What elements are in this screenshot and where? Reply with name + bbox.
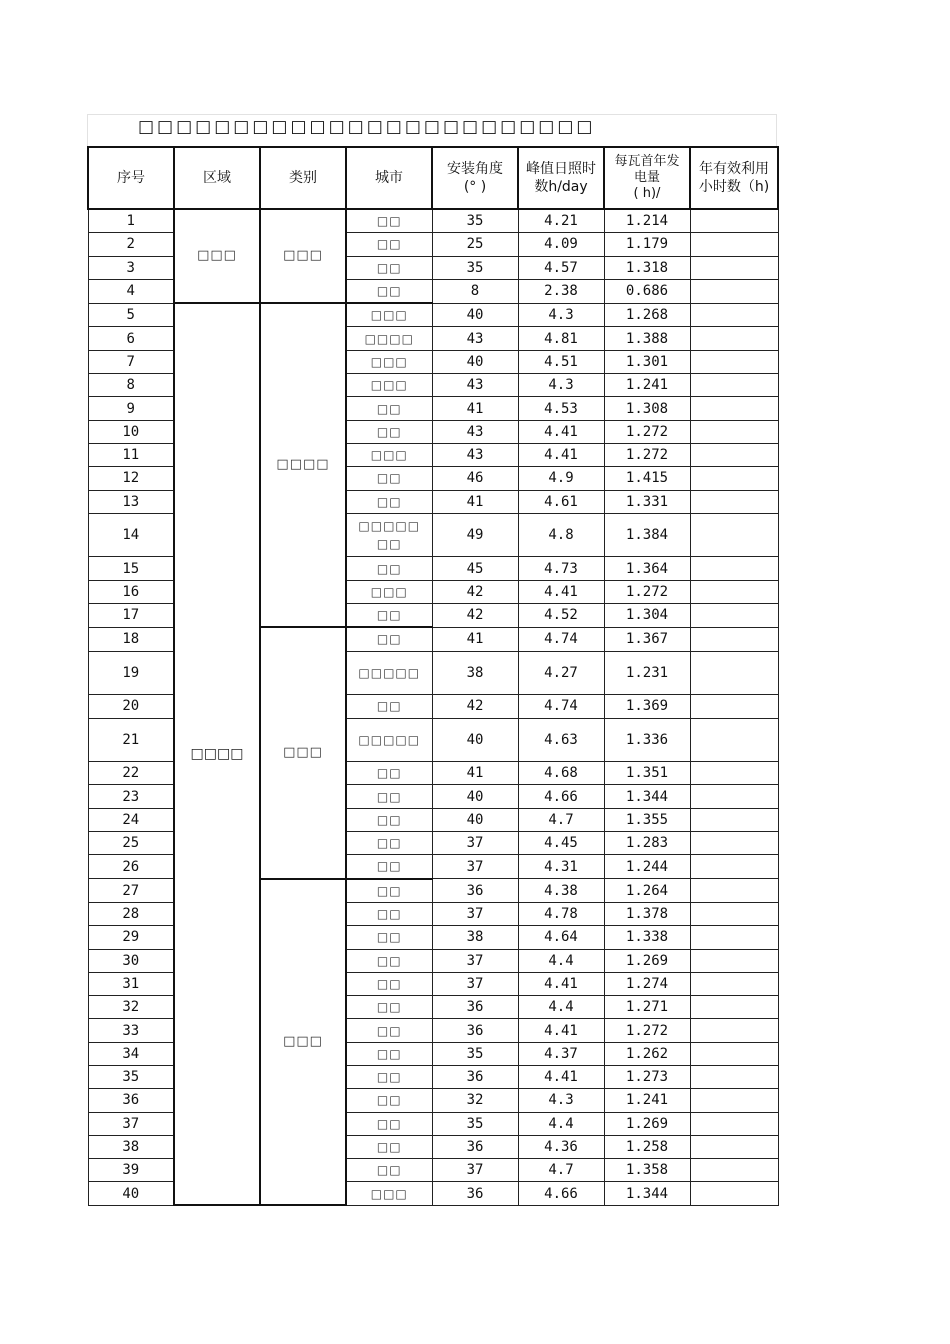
seq-cell: 4 [88,279,174,303]
generation-cell: 1.378 [604,902,690,925]
generation-cell: 1.241 [604,374,690,397]
annual-hours-cell [690,879,778,903]
city-cell: □□ [346,467,432,490]
peak-cell: 4.41 [518,580,604,603]
peak-cell: 4.66 [518,1182,604,1205]
annual-hours-cell [690,513,778,557]
generation-cell: 1.304 [604,604,690,628]
city-cell: □□□ [346,1182,432,1205]
generation-cell: 1.364 [604,557,690,580]
annual-hours-cell [690,374,778,397]
table-body [88,209,778,1205]
generation-cell: 1.369 [604,695,690,718]
angle-cell: 40 [432,350,518,373]
peak-cell: 4.66 [518,785,604,808]
seq-cell: 12 [88,467,174,490]
city-cell: □□□ [346,374,432,397]
annual-hours-cell [690,855,778,879]
generation-cell: 1.351 [604,762,690,785]
peak-cell: 4.09 [518,233,604,256]
city-cell: □□□ [346,443,432,466]
city-cell: □□ [346,1019,432,1042]
header-area: 区域 [174,147,260,209]
annual-hours-cell [690,949,778,972]
generation-cell: 1.231 [604,651,690,695]
seq-cell: 39 [88,1159,174,1182]
annual-hours-cell [690,1182,778,1205]
angle-cell: 36 [432,1065,518,1088]
angle-cell: 49 [432,513,518,557]
angle-cell: 46 [432,467,518,490]
city-cell: □□ [346,233,432,256]
annual-hours-cell [690,467,778,490]
annual-hours-cell [690,1159,778,1182]
city-cell: □□ [346,1135,432,1158]
city-cell: □□ [346,256,432,279]
city-cell: □□ [346,879,432,903]
peak-cell: 4.36 [518,1135,604,1158]
peak-cell: 4.27 [518,651,604,695]
city-cell: □□ [346,855,432,879]
angle-cell: 37 [432,949,518,972]
city-cell: □□ [346,832,432,855]
angle-cell: 40 [432,303,518,327]
header-city: 城市 [346,147,432,209]
city-cell: □□ [346,209,432,233]
angle-cell: 36 [432,996,518,1019]
peak-cell: 4.3 [518,303,604,327]
annual-hours-cell [690,303,778,327]
peak-cell: 4.57 [518,256,604,279]
peak-cell: 4.3 [518,1089,604,1112]
seq-cell: 21 [88,718,174,762]
annual-hours-cell [690,902,778,925]
seq-cell: 15 [88,557,174,580]
city-cell: □□□□□ □□ [346,513,432,557]
angle-cell: 43 [432,374,518,397]
annual-hours-cell [690,1135,778,1158]
peak-cell: 4.9 [518,467,604,490]
seq-cell: 30 [88,949,174,972]
seq-cell: 7 [88,350,174,373]
city-cell: □□ [346,490,432,513]
generation-cell: 1.264 [604,879,690,903]
seq-cell: 26 [88,855,174,879]
table-row [88,303,778,327]
angle-cell: 43 [432,443,518,466]
city-cell: □□□□□ [346,651,432,695]
generation-cell: 0.686 [604,279,690,303]
peak-cell: 4.38 [518,879,604,903]
header-angle: 安装角度 (° ) [432,147,518,209]
seq-cell: 17 [88,604,174,628]
city-cell: □□ [346,1042,432,1065]
seq-cell: 22 [88,762,174,785]
city-cell: □□□ [346,303,432,327]
peak-cell: 4.8 [518,513,604,557]
peak-cell: 4.45 [518,832,604,855]
generation-cell: 1.269 [604,949,690,972]
generation-cell: 1.262 [604,1042,690,1065]
angle-cell: 45 [432,557,518,580]
category-cell: □□□ [260,209,346,303]
annual-hours-cell [690,695,778,718]
city-cell: □□ [346,695,432,718]
city-cell: □□ [346,902,432,925]
angle-cell: 36 [432,1135,518,1158]
generation-cell: 1.301 [604,350,690,373]
generation-cell: 1.272 [604,1019,690,1042]
seq-cell: 34 [88,1042,174,1065]
generation-cell: 1.344 [604,785,690,808]
seq-cell: 29 [88,926,174,949]
generation-cell: 1.308 [604,397,690,420]
city-cell: □□ [346,785,432,808]
seq-cell: 37 [88,1112,174,1135]
angle-cell: 37 [432,902,518,925]
seq-cell: 18 [88,627,174,651]
seq-cell: 9 [88,397,174,420]
seq-cell: 10 [88,420,174,443]
angle-cell: 43 [432,420,518,443]
annual-hours-cell [690,832,778,855]
seq-cell: 6 [88,327,174,350]
city-cell: □□ [346,420,432,443]
annual-hours-cell [690,443,778,466]
generation-cell: 1.269 [604,1112,690,1135]
seq-cell: 1 [88,209,174,233]
header-annual-hours: 年有效利用 小时数（h) [690,147,778,209]
annual-hours-cell [690,350,778,373]
annual-hours-cell [690,651,778,695]
angle-cell: 38 [432,926,518,949]
peak-cell: 4.61 [518,490,604,513]
generation-cell: 1.338 [604,926,690,949]
angle-cell: 40 [432,808,518,831]
angle-cell: 37 [432,972,518,995]
generation-cell: 1.241 [604,1089,690,1112]
city-cell: □□□ [346,350,432,373]
annual-hours-cell [690,627,778,651]
annual-hours-cell [690,397,778,420]
peak-cell: 4.4 [518,1112,604,1135]
annual-hours-cell [690,490,778,513]
angle-cell: 41 [432,762,518,785]
generation-cell: 1.358 [604,1159,690,1182]
city-cell: □□ [346,279,432,303]
generation-cell: 1.244 [604,855,690,879]
generation-cell: 1.214 [604,209,690,233]
generation-cell: 1.272 [604,580,690,603]
angle-cell: 40 [432,718,518,762]
header-first-year-generation: 每瓦首年发 电量 ( h)/ [604,147,690,209]
category-cell: □□□ [260,879,346,1206]
angle-cell: 41 [432,397,518,420]
table-header [88,147,778,209]
annual-hours-cell [690,327,778,350]
generation-cell: 1.271 [604,996,690,1019]
generation-cell: 1.273 [604,1065,690,1088]
generation-cell: 1.283 [604,832,690,855]
angle-cell: 42 [432,580,518,603]
seq-cell: 35 [88,1065,174,1088]
peak-cell: 4.4 [518,949,604,972]
generation-cell: 1.258 [604,1135,690,1158]
document-title: □□□□□□□□□□□□□□□□□□□□□□□□ [138,117,596,137]
angle-cell: 8 [432,279,518,303]
annual-hours-cell [690,279,778,303]
city-cell: □□ [346,972,432,995]
annual-hours-cell [690,209,778,233]
seq-cell: 23 [88,785,174,808]
angle-cell: 38 [432,651,518,695]
city-cell: □□ [346,1112,432,1135]
city-cell: □□□□ [346,327,432,350]
seq-cell: 8 [88,374,174,397]
seq-cell: 27 [88,879,174,903]
peak-cell: 4.4 [518,996,604,1019]
city-cell: □□ [346,1089,432,1112]
seq-cell: 31 [88,972,174,995]
seq-cell: 25 [88,832,174,855]
city-cell: □□ [346,557,432,580]
seq-cell: 11 [88,443,174,466]
peak-cell: 4.41 [518,972,604,995]
annual-hours-cell [690,785,778,808]
angle-cell: 36 [432,879,518,903]
annual-hours-cell [690,1019,778,1042]
annual-hours-cell [690,808,778,831]
peak-cell: 4.73 [518,557,604,580]
angle-cell: 35 [432,256,518,279]
annual-hours-cell [690,420,778,443]
annual-hours-cell [690,557,778,580]
seq-cell: 33 [88,1019,174,1042]
angle-cell: 40 [432,785,518,808]
city-cell: □□ [346,808,432,831]
annual-hours-cell [690,1065,778,1088]
angle-cell: 25 [432,233,518,256]
angle-cell: 42 [432,604,518,628]
city-cell: □□ [346,762,432,785]
generation-cell: 1.344 [604,1182,690,1205]
header-peak-sun-hours: 峰值日照时 数h/day [518,147,604,209]
peak-cell: 4.3 [518,374,604,397]
generation-cell: 1.367 [604,627,690,651]
seq-cell: 14 [88,513,174,557]
annual-hours-cell [690,996,778,1019]
city-cell: □□ [346,1159,432,1182]
generation-cell: 1.388 [604,327,690,350]
annual-hours-cell [690,256,778,279]
seq-cell: 3 [88,256,174,279]
annual-hours-cell [690,233,778,256]
area-cell: □□□ [174,209,260,303]
city-cell: □□□□□ [346,718,432,762]
annual-hours-cell [690,1042,778,1065]
peak-cell: 4.74 [518,695,604,718]
seq-cell: 2 [88,233,174,256]
peak-cell: 4.74 [518,627,604,651]
city-cell: □□ [346,949,432,972]
pv-data-table [87,146,779,1206]
angle-cell: 42 [432,695,518,718]
peak-cell: 4.7 [518,808,604,831]
angle-cell: 35 [432,209,518,233]
peak-cell: 4.63 [518,718,604,762]
category-cell: □□□ [260,627,346,878]
peak-cell: 4.31 [518,855,604,879]
city-cell: □□ [346,627,432,651]
annual-hours-cell [690,604,778,628]
seq-cell: 16 [88,580,174,603]
angle-cell: 35 [432,1042,518,1065]
angle-cell: 43 [432,327,518,350]
area-cell: □□□□ [174,303,260,1205]
annual-hours-cell [690,1112,778,1135]
seq-cell: 24 [88,808,174,831]
peak-cell: 4.41 [518,420,604,443]
seq-cell: 38 [88,1135,174,1158]
generation-cell: 1.274 [604,972,690,995]
annual-hours-cell [690,580,778,603]
generation-cell: 1.331 [604,490,690,513]
peak-cell: 4.41 [518,1019,604,1042]
peak-cell: 4.81 [518,327,604,350]
generation-cell: 1.268 [604,303,690,327]
generation-cell: 1.272 [604,443,690,466]
peak-cell: 4.37 [518,1042,604,1065]
city-cell: □□ [346,397,432,420]
title-row [87,114,777,146]
peak-cell: 4.41 [518,443,604,466]
generation-cell: 1.415 [604,467,690,490]
annual-hours-cell [690,762,778,785]
angle-cell: 41 [432,627,518,651]
city-cell: □□□ [346,580,432,603]
peak-cell: 4.41 [518,1065,604,1088]
header-seq: 序号 [88,147,174,209]
category-cell: □□□□ [260,303,346,627]
table-row [88,209,778,233]
header-category: 类别 [260,147,346,209]
peak-cell: 4.52 [518,604,604,628]
angle-cell: 37 [432,855,518,879]
seq-cell: 20 [88,695,174,718]
angle-cell: 32 [432,1089,518,1112]
city-cell: □□ [346,926,432,949]
city-cell: □□ [346,996,432,1019]
peak-cell: 4.53 [518,397,604,420]
seq-cell: 36 [88,1089,174,1112]
generation-cell: 1.384 [604,513,690,557]
generation-cell: 1.272 [604,420,690,443]
city-cell: □□ [346,1065,432,1088]
peak-cell: 4.21 [518,209,604,233]
angle-cell: 36 [432,1019,518,1042]
annual-hours-cell [690,972,778,995]
seq-cell: 5 [88,303,174,327]
angle-cell: 37 [432,1159,518,1182]
annual-hours-cell [690,718,778,762]
seq-cell: 19 [88,651,174,695]
angle-cell: 37 [432,832,518,855]
angle-cell: 35 [432,1112,518,1135]
peak-cell: 4.68 [518,762,604,785]
seq-cell: 13 [88,490,174,513]
peak-cell: 4.64 [518,926,604,949]
peak-cell: 4.78 [518,902,604,925]
angle-cell: 36 [432,1182,518,1205]
peak-cell: 2.38 [518,279,604,303]
angle-cell: 41 [432,490,518,513]
generation-cell: 1.179 [604,233,690,256]
seq-cell: 28 [88,902,174,925]
generation-cell: 1.355 [604,808,690,831]
city-cell: □□ [346,604,432,628]
annual-hours-cell [690,1089,778,1112]
generation-cell: 1.318 [604,256,690,279]
annual-hours-cell [690,926,778,949]
seq-cell: 40 [88,1182,174,1205]
peak-cell: 4.51 [518,350,604,373]
seq-cell: 32 [88,996,174,1019]
peak-cell: 4.7 [518,1159,604,1182]
generation-cell: 1.336 [604,718,690,762]
